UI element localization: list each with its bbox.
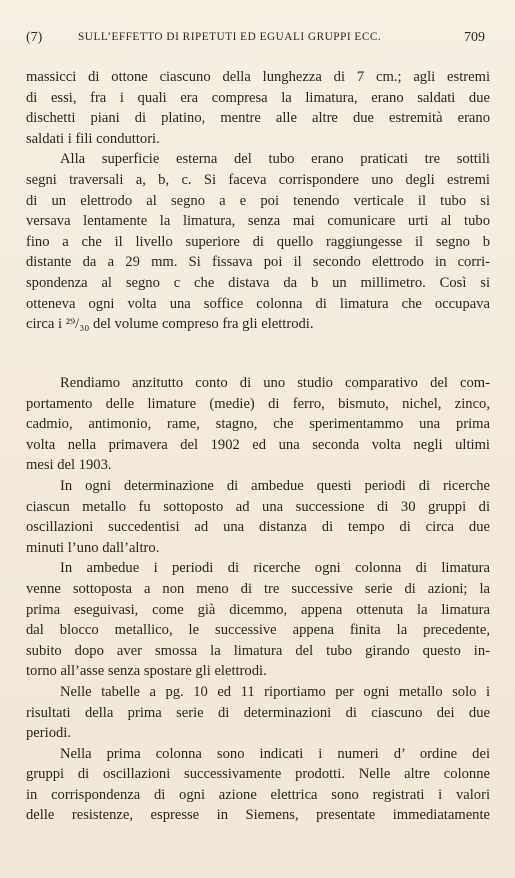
text-line: prima eseguivasi, come già dicemmo, appena ottenuta la limatura: [26, 601, 490, 618]
text-line: circa i ²⁹/₃₀ del volume compreso fra gli elettrodi.: [26, 316, 314, 333]
text-line: in corrispondenza di ogni azione elettrica sono registrati i valori: [26, 786, 490, 803]
text-line: In ogni determinazione di ambedue questi periodi di ricerche: [60, 477, 490, 494]
text-line: mesi del 1903.: [26, 457, 112, 474]
text-line: torno all’asse senza spostare gli elettrodi.: [26, 663, 267, 680]
page-label-left: (7): [26, 30, 43, 45]
text-line: massicci di ottone ciascuno della lunghezza di 7 cm.; agli estremi: [26, 69, 490, 85]
text-block-2: [26, 373, 490, 826]
text-line: Nelle tabelle a pg. 10 ed 11 riportiamo per ogni metallo solo i: [60, 683, 490, 700]
text-line: fino a che il livello superiore di quello raggiungesse il segno b: [26, 233, 490, 250]
text-line: di un elettrodo al segno a e poi tenendo verticale il tubo si: [26, 192, 490, 209]
text-line: delle resistenze, espresse in Siemens, presentate immediatamente: [26, 807, 490, 824]
page-header: [26, 30, 491, 48]
text-line: gruppi di oscillazioni successivamente prodotti. Nelle altre colonne: [26, 766, 490, 783]
text-line: spondenza al segno c che distava da b un millimetro. Così si: [26, 274, 490, 291]
text-line: ciascun metallo fu sottoposto ad una successione di 30 gruppi di: [26, 498, 490, 515]
text-line: In ambedue i periodi di ricerche ogni colonna di limatura: [60, 560, 490, 577]
text-line: dal blocco metallico, le successive appena finita la precedente,: [26, 622, 490, 639]
text-line: dischetti piani di platino, mentre alle altre due estremità erano: [26, 110, 490, 127]
text-line: di essi, fra i quali era compresa la limatura, erano saldati due: [26, 89, 490, 106]
text-line: portamento delle limature (medie) di ferro, bismuto, nichel, zinco,: [26, 395, 490, 412]
text-line: periodi.: [26, 725, 71, 742]
running-title: SULL’EFFETTO DI RIPETUTI ED EGUALI GRUPPI ECC.: [78, 31, 382, 43]
text-line: versava lentamente la limatura, senza mai comunicare urti al tubo: [26, 213, 490, 230]
text-line: oscillazioni succedentisi ad una distanza di tempo di circa due: [26, 519, 490, 536]
text-line: otteneva ogni volta una soffice colonna di limatura che occupava: [26, 295, 490, 312]
text-line: volta nella primavera del 1902 ed una seconda volta negli ultimi: [26, 436, 490, 453]
text-line: minuti l’uno dall’altro.: [26, 539, 160, 556]
text-line: risultati della prima serie di determinazioni di ciascuno dei due: [26, 704, 490, 721]
page-number: 709: [464, 30, 485, 45]
text-line: saldati i fili conduttori.: [26, 130, 160, 147]
text-line: Nella prima colonna sono indicati i numeri d’ ordine dei: [60, 745, 490, 762]
text-line: Rendiamo anzitutto conto di uno studio comparativo del com-: [60, 375, 490, 391]
text-line: segni traversali a, b, c. Si faceva corrispondere uno degli estremi: [26, 171, 490, 188]
text-line: venne sottoposta a non meno di tre successive serie di azioni; la: [26, 580, 490, 597]
text-line: cadmio, antimonio, rame, stagno, che sperimentammo una prima: [26, 416, 490, 433]
text-line: distante da a 29 mm. Si fissava poi il secondo elettrodo in corri-: [26, 254, 490, 271]
text-line: Alla superficie esterna del tubo erano praticati tre sottili: [60, 151, 490, 168]
text-line: subito dopo aver smossa la limatura del tubo girando questo in-: [26, 642, 490, 659]
text-block-1: [26, 67, 490, 335]
